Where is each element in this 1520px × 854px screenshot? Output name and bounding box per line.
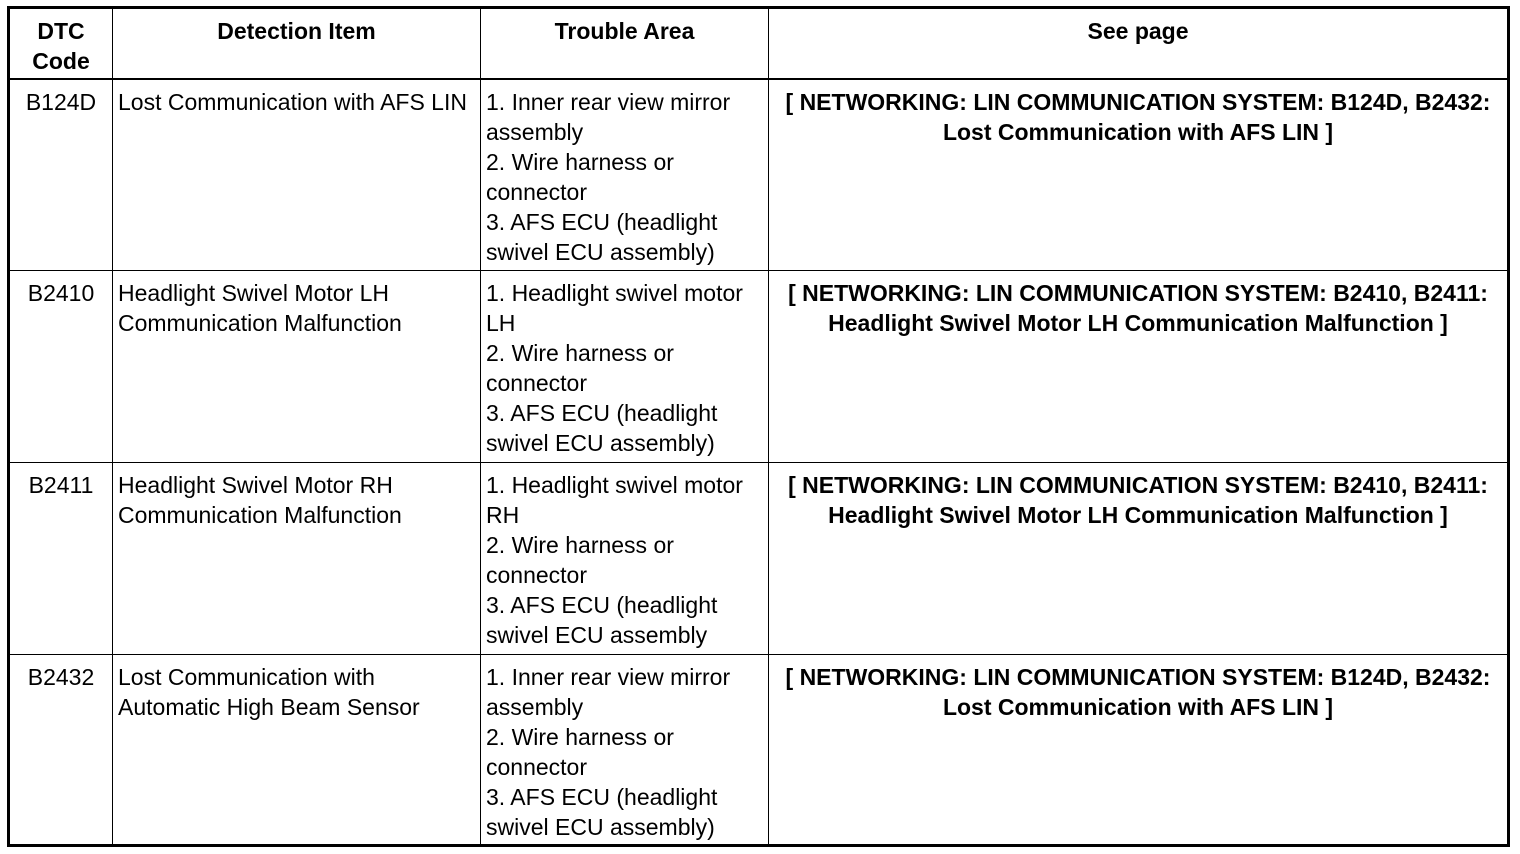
dtc-code-cell: B2410 bbox=[9, 271, 113, 463]
table-row bbox=[9, 655, 1509, 846]
detection-item-cell: Lost Communication with AFS LIN bbox=[113, 79, 481, 271]
header-see-page: See page bbox=[769, 8, 1509, 79]
see-page-link[interactable]: [ NETWORKING: LIN COMMUNICATION SYSTEM: B2410, B2411: Headlight Swivel Motor LH Communication Malfunction ] bbox=[769, 463, 1509, 655]
trouble-area-cell bbox=[481, 79, 769, 271]
see-page-link[interactable]: [ NETWORKING: LIN COMMUNICATION SYSTEM: B124D, B2432: Lost Communication with AFS LIN ] bbox=[769, 79, 1509, 271]
trouble-area-line: 1. Headlight swivel motor RH bbox=[486, 472, 743, 528]
trouble-area-cell bbox=[481, 271, 769, 463]
table-row bbox=[9, 271, 1509, 463]
trouble-area-line: 3. AFS ECU (headlight swivel ECU assembly) bbox=[486, 784, 718, 840]
trouble-area-line: 3. AFS ECU (headlight swivel ECU assembly) bbox=[486, 208, 718, 265]
dtc-code-cell: B124D bbox=[9, 79, 113, 271]
header-dtc-code: DTC Code bbox=[9, 8, 113, 79]
table-row bbox=[9, 463, 1509, 655]
dtc-table bbox=[7, 6, 1510, 847]
see-page-link[interactable]: [ NETWORKING: LIN COMMUNICATION SYSTEM: B2410, B2411: Headlight Swivel Motor LH Communication Malfunction ] bbox=[769, 271, 1509, 463]
trouble-area-cell bbox=[481, 655, 769, 846]
detection-item-cell: Lost Communication with Automatic High Beam Sensor bbox=[113, 655, 481, 846]
detection-item-cell: Headlight Swivel Motor LH Communication Malfunction bbox=[113, 271, 481, 463]
trouble-area-line: 1. Headlight swivel motor LH bbox=[486, 280, 743, 336]
trouble-area-line: 2. Wire harness or connector bbox=[486, 340, 674, 396]
header-row bbox=[9, 8, 1509, 79]
trouble-area-line: 1. Inner rear view mirror assembly bbox=[486, 664, 731, 720]
dtc-code-cell: B2411 bbox=[9, 463, 113, 655]
trouble-area-line: 3. AFS ECU (headlight swivel ECU assembly bbox=[486, 592, 718, 648]
dtc-code-cell: B2432 bbox=[9, 655, 113, 846]
trouble-area-line: 2. Wire harness or connector bbox=[486, 148, 674, 205]
trouble-area-cell bbox=[481, 463, 769, 655]
table-row bbox=[9, 79, 1509, 271]
trouble-area-line: 1. Inner rear view mirror assembly bbox=[486, 88, 731, 145]
detection-item-cell: Headlight Swivel Motor RH Communication Malfunction bbox=[113, 463, 481, 655]
trouble-area-line: 3. AFS ECU (headlight swivel ECU assembly) bbox=[486, 400, 718, 456]
trouble-area-line: 2. Wire harness or connector bbox=[486, 532, 674, 588]
header-trouble-area: Trouble Area bbox=[481, 8, 769, 79]
see-page-link[interactable]: [ NETWORKING: LIN COMMUNICATION SYSTEM: B124D, B2432: Lost Communication with AFS LIN ] bbox=[769, 655, 1509, 846]
header-detection-item: Detection Item bbox=[113, 8, 481, 79]
trouble-area-line: 2. Wire harness or connector bbox=[486, 724, 674, 780]
